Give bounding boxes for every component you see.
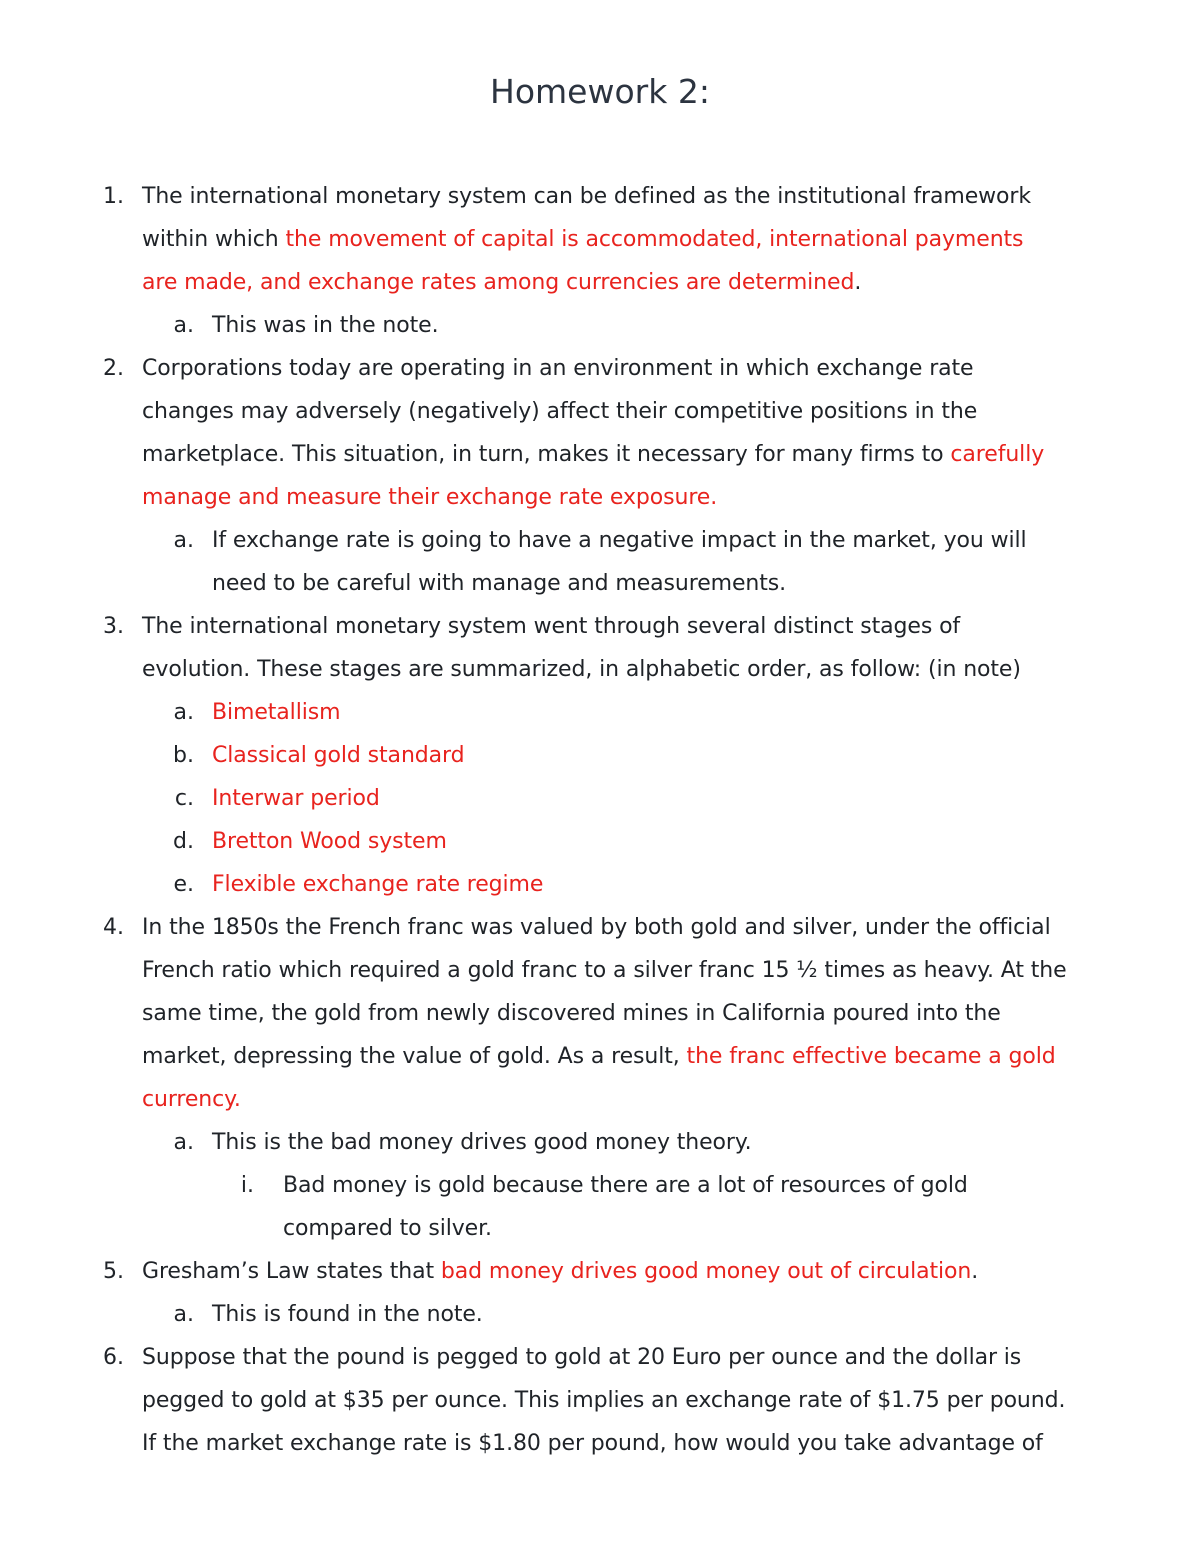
- q1a-text: This was in the note.: [212, 313, 439, 338]
- q3-item-classical-gold-standard: Classical gold standard: [212, 743, 465, 768]
- q4-line-4-text: market, depressing the value of gold. As a result,: [142, 1044, 687, 1069]
- q3-item-letter: d.: [173, 829, 194, 854]
- q6-line-1: Suppose that the pound is pegged to gold at 20 Euro per ounce and the dollar is: [142, 1345, 1022, 1370]
- q4-answer-part-1: the franc effective became a gold: [686, 1044, 1056, 1069]
- q2-line-2: changes may adversely (negatively) affect their competitive positions in the: [142, 399, 978, 424]
- q1-answer-part-2: are made, and exchange rates among currencies are determined: [142, 270, 855, 295]
- q5-answer: bad money drives good money out of circulation: [440, 1259, 972, 1284]
- q4-line-1: In the 1850s the French franc was valued by both gold and silver, under the official: [142, 915, 1051, 940]
- q5a-text: This is found in the note.: [212, 1302, 483, 1327]
- q1-line-3: [142, 268, 861, 298]
- q3-item-letter: e.: [173, 872, 194, 897]
- q1-number: 1.: [103, 184, 124, 209]
- q2a-letter: a.: [173, 528, 194, 553]
- q6-line-2: pegged to gold at $35 per ounce. This implies an exchange rate of $1.75 per pound.: [142, 1388, 1066, 1413]
- q4-line-4: [142, 1042, 1056, 1072]
- q3-number: 3.: [103, 614, 124, 639]
- q2-line-3: [142, 440, 1044, 470]
- q5-line-1-text: Gresham’s Law states that: [142, 1259, 441, 1284]
- q4ai-line-2: compared to silver.: [283, 1216, 492, 1241]
- q3-item-letter: b.: [173, 743, 194, 768]
- q2-line-3-text: marketplace. This situation, in turn, makes it necessary for many firms to: [142, 442, 951, 467]
- q5a-letter: a.: [173, 1302, 194, 1327]
- q6-number: 6.: [103, 1345, 124, 1370]
- q2-answer-part-2: manage and measure their exchange rate exposure.: [142, 485, 718, 510]
- page-title: Homework 2:: [490, 72, 710, 111]
- q1-line-2: [142, 225, 1023, 255]
- q2a-line-1: If exchange rate is going to have a negative impact in the market, you will: [212, 528, 1027, 553]
- q4-answer-part-2: currency.: [142, 1087, 241, 1112]
- q1-answer-part-1: the movement of capital is accommodated, international payments: [285, 227, 1024, 252]
- q4-line-2: French ratio which required a gold franc to a silver franc 15 ½ times as heavy. At the: [142, 958, 1067, 983]
- q3-item-letter: a.: [173, 700, 194, 725]
- q2-number: 2.: [103, 356, 124, 381]
- q4a-text: This is the bad money drives good money theory.: [212, 1130, 752, 1155]
- q6-line-3: If the market exchange rate is $1.80 per pound, how would you take advantage of: [142, 1431, 1043, 1456]
- q1a-letter: a.: [173, 313, 194, 338]
- q3-item-interwar-period: Interwar period: [212, 786, 380, 811]
- q3-line-2: evolution. These stages are summarized, in alphabetic order, as follow: (in note): [142, 657, 1021, 682]
- q5-line-1: [142, 1257, 978, 1287]
- q2a-line-2: need to be careful with manage and measurements.: [212, 571, 787, 596]
- q4-line-3: same time, the gold from newly discovered mines in California poured into the: [142, 1001, 1001, 1026]
- q3-item-flexible-rate: Flexible exchange rate regime: [212, 872, 544, 897]
- q3-item-bimetallism: Bimetallism: [212, 700, 341, 725]
- q1-line-1: The international monetary system can be defined as the institutional framework: [142, 184, 1031, 209]
- q4-number: 4.: [103, 915, 124, 940]
- q5-number: 5.: [103, 1259, 124, 1284]
- q5-line-1-period: .: [971, 1259, 979, 1284]
- q2-answer-part-1: carefully: [950, 442, 1045, 467]
- q1-line-3-period: .: [854, 270, 862, 295]
- q3-item-bretton-wood: Bretton Wood system: [212, 829, 447, 854]
- q4a-letter: a.: [173, 1130, 194, 1155]
- q1-line-2-text: within which: [142, 227, 286, 252]
- q3-item-letter: c.: [174, 786, 194, 811]
- q4ai-line-1: Bad money is gold because there are a lot of resources of gold: [283, 1173, 968, 1198]
- q3-line-1: The international monetary system went through several distinct stages of: [142, 614, 961, 639]
- q4ai-numeral: i.: [240, 1173, 254, 1198]
- q2-line-1: Corporations today are operating in an environment in which exchange rate: [142, 356, 974, 381]
